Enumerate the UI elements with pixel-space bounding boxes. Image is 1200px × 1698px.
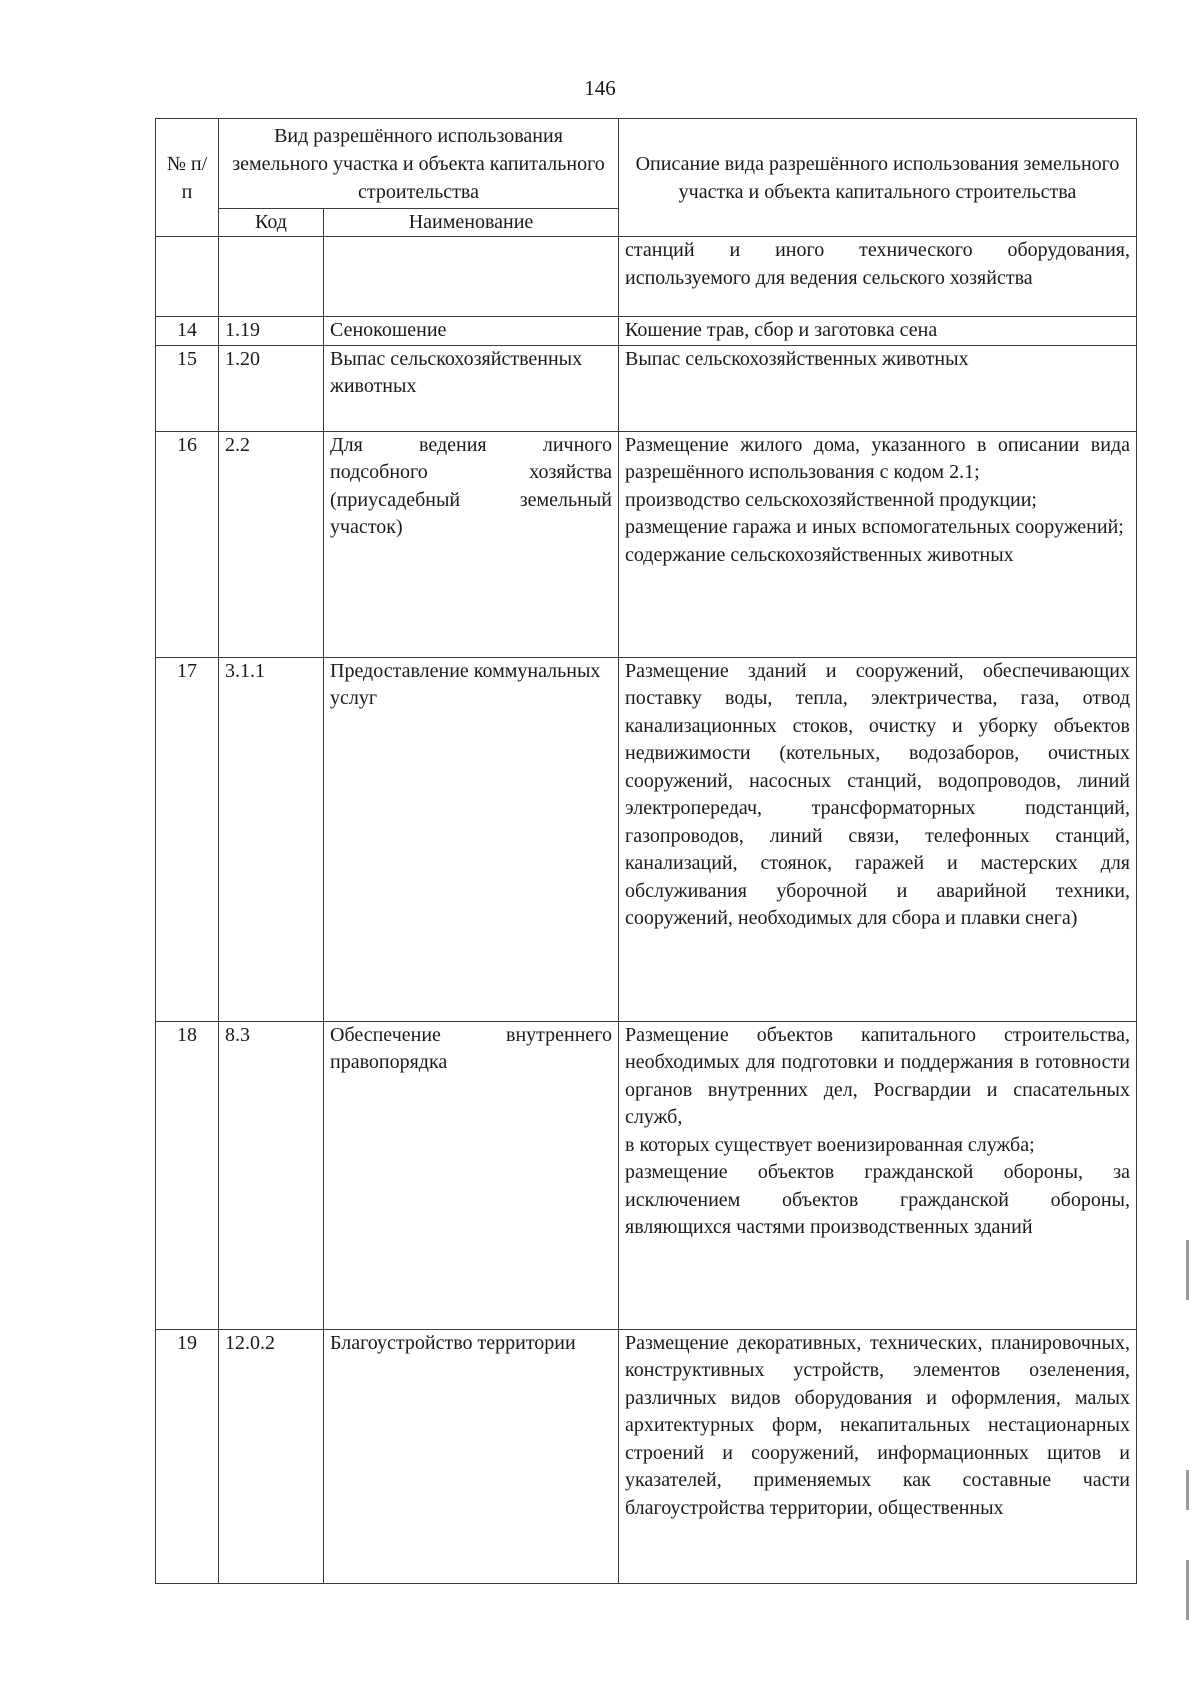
description-line: Размещение зданий и сооружений, обеспечивающих поставку воды, тепла, электричества, газа, отвод канализационных стоков, очистку и уборку объектов недвижимости (котельных, водозаборов, очистных сооружений, насосных станций, водопроводов, линий электропередач, трансформаторных подстанций, газопроводов, линий связи, телефонных станций, канализаций, стоянок, гаражей и мастерских для обслуживания уборочной и аварийной техники, сооружений, необходимых для сбора и плавки снега) [625, 659, 1130, 929]
description-line: Размещение декоративных, технических, планировочных, конструктивных устройств, элементов озеленения, различных видов оборудования и оформления, малых архитектурных форм, некапитальных нестационарных строений и сооружений, информационных щитов и указателей, применяемых как составные части благоустройства территории, общественных [625, 1331, 1130, 1519]
scan-edge-mark [1186, 1470, 1189, 1510]
row-number: 14 [156, 317, 219, 346]
header-number: № п/п [156, 119, 219, 237]
row-name: Благоустройство территории [324, 1329, 619, 1583]
row-name: Предоставление коммунальных услуг [324, 657, 619, 1021]
table-row [156, 657, 1137, 1021]
row-number: 17 [156, 657, 219, 1021]
description-line: размещение объектов гражданской обороны, за исключением объектов гражданской обороны, являющихся частями производственных зданий [625, 1161, 1130, 1238]
header-code: Код [219, 209, 324, 237]
table-row [156, 1329, 1137, 1583]
description-line: размещение гаража и иных вспомогательных сооружений; [625, 516, 1124, 538]
row-name: Для ведения личного подсобного хозяйства (приусадебный земельный участок) [324, 431, 619, 657]
row-description [619, 657, 1137, 1021]
description-line: Кошение трав, сбор и заготовка сена [625, 319, 938, 341]
row-number: 18 [156, 1021, 219, 1329]
row-description [619, 1329, 1137, 1583]
row-code: 3.1.1 [219, 657, 324, 1021]
row-description [619, 431, 1137, 657]
scan-edge-mark [1186, 1560, 1189, 1620]
header-name: Наименование [324, 209, 619, 237]
row-name: Сенокошение [324, 317, 619, 346]
row-description [619, 317, 1137, 346]
row-code: 12.0.2 [219, 1329, 324, 1583]
land-use-table [155, 118, 1137, 1584]
row-description: станций и иного технического оборудования, используемого для ведения сельского хозяйства [619, 237, 1137, 317]
table-row [156, 317, 1137, 346]
description-line: в которых существует военизированная служба; [625, 1133, 1035, 1156]
table-row [156, 431, 1137, 657]
description-line: Размещение жилого дома, указанного в описании вида разрешённого использования с кодом 2.1; [625, 433, 1130, 483]
row-number: 19 [156, 1329, 219, 1583]
row-name [324, 237, 619, 317]
table-row [156, 237, 1137, 317]
description-line: Размещение объектов капитального строительства, необходимых для подготовки и поддержания в готовности органов внутренних дел, Росгвардии и спасательных служб, [625, 1023, 1130, 1128]
row-code: 1.19 [219, 317, 324, 346]
page-number: 146 [584, 76, 616, 100]
description-line: Выпас сельскохозяйственных животных [625, 347, 969, 370]
scan-edge-mark [1186, 1240, 1189, 1300]
description-line: производство сельскохозяйственной продукции; [625, 488, 1037, 511]
row-code [219, 237, 324, 317]
description-line: содержание сельскохозяйственных животных [625, 543, 1014, 566]
table-row [156, 345, 1137, 431]
header-type: Вид разрешённого использования земельного участка и объекта капитального строительства [219, 119, 619, 209]
row-code: 2.2 [219, 431, 324, 657]
table-row [156, 1021, 1137, 1329]
row-name: Обеспечение внутреннего правопорядка [324, 1021, 619, 1329]
row-number: 15 [156, 345, 219, 431]
row-name: Выпас сельскохозяйственных животных [324, 345, 619, 431]
header-description: Описание вида разрешённого использования земельного участка и объекта капитального строительства [619, 119, 1137, 237]
row-code: 1.20 [219, 345, 324, 431]
row-code: 8.3 [219, 1021, 324, 1329]
row-number [156, 237, 219, 317]
row-description [619, 1021, 1137, 1329]
row-number: 16 [156, 431, 219, 657]
row-description [619, 345, 1137, 431]
